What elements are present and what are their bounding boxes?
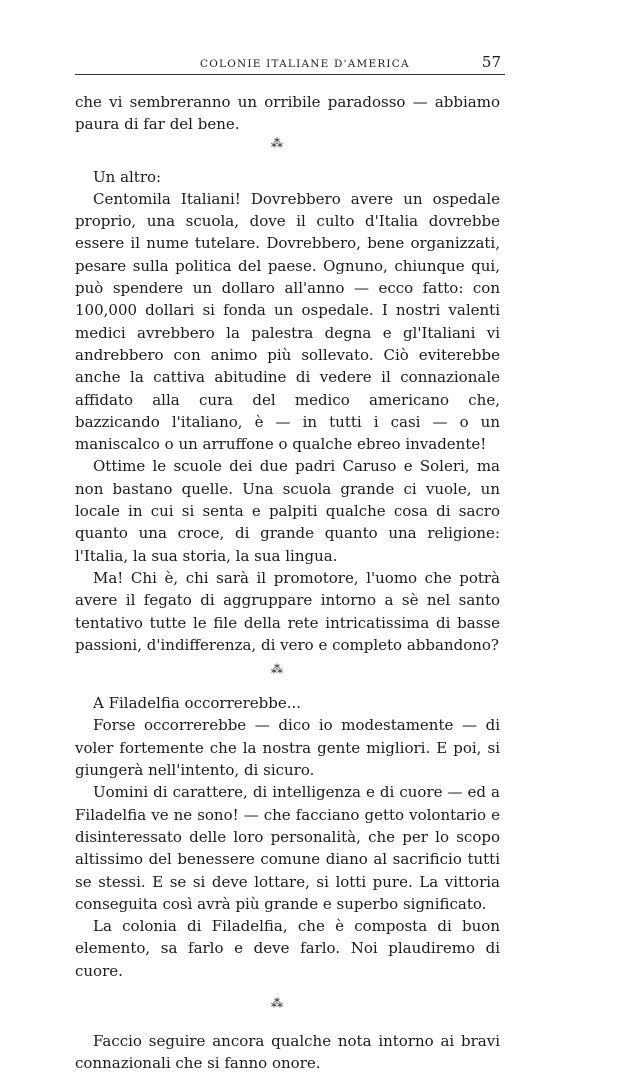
paragraph: Faccio seguire ancora qualche nota intorno ai bravi connazionali che si fanno onore. bbox=[75, 1031, 500, 1073]
section-separator bbox=[75, 656, 500, 692]
paragraph: La colonia di Filadelfia, che è composta di buon elemento, sa farlo e deve farlo. Noi plaudiremo di cuore. bbox=[75, 917, 500, 980]
paragraph: Ottime le scuole dei due padri Caruso e Soleri, ma non bastano quelle. Una scuola grande ci vuole, un locale in cui si senta e palpiti qualche cosa di sacro quanto una croce, di grande quanto una religione: l'Italia, la sua storia, la sua lingua. bbox=[75, 457, 500, 565]
paragraph: Uomini di carattere, di intelligenza e di cuore — ed a Filadelfia ve ne sono! — che facciano getto volontario e disinteressato delle loro personalità, che per lo scopo altissimo del benessere comune diano al sacrificio tutti se stessi. E se si deve lottare, si lotti pure. La vittoria conseguita così avrà più grande e superbo significato. bbox=[75, 783, 500, 913]
page-number: 57 bbox=[481, 53, 501, 71]
running-header bbox=[75, 52, 505, 75]
paragraph: Forse occorrerebbe — dico io modestamente — di voler fortemente che la nostra gente migliori. E poi, si giungerà nell'intento, di sicuro. bbox=[75, 716, 500, 780]
asterism-icon: ⁂ bbox=[271, 135, 283, 150]
paragraph: Un altro: bbox=[93, 167, 162, 186]
running-title: COLONIE ITALIANE D'AMERICA bbox=[200, 58, 410, 70]
asterism-icon: ⁂ bbox=[271, 995, 283, 1010]
paragraph: che vi sembreranno un orribile paradosso — abbiamo paura di far del bene. bbox=[75, 93, 500, 134]
body-text bbox=[75, 91, 500, 1075]
paragraph: A Filadelfia occorrerebbe... bbox=[93, 694, 302, 713]
paragraph: Ma! Chi è, chi sarà il promotore, l'uomo che potrà avere il fegato di aggruppare intorno a sè nel santo tentativo tutte le file della rete intricatissima di basse passioni, d'indifferenza, di vero e completo abbandono? bbox=[75, 568, 500, 654]
asterism-icon: ⁂ bbox=[271, 662, 283, 677]
section-separator bbox=[75, 982, 500, 1030]
section-separator bbox=[75, 136, 500, 166]
paragraph: Centomila Italiani! Dovrebbero avere un ospedale proprio, una scuola, dove il culto d'Italia dovrebbe essere il nume tutelare. Dovrebbero, bene organizzati, pesare sulla politica del paese. Ognuno, chiunque qui, può spendere un dollaro all'anno — ecco fatto: con 100,000 dollari si fonda un ospedale. I nostri valenti medici avrebbero la palestra degna e gl'Italiani vi andrebbero con animo più sollevato. Ciò eviterebbe anche la cattiva abitudine di vedere il connazionale affidato alla cura del medico americano che, bazzicando l'italiano, è — in tutti i casi — o un maniscalco o un arruffone o qualche ebreo invadente! bbox=[75, 189, 500, 454]
